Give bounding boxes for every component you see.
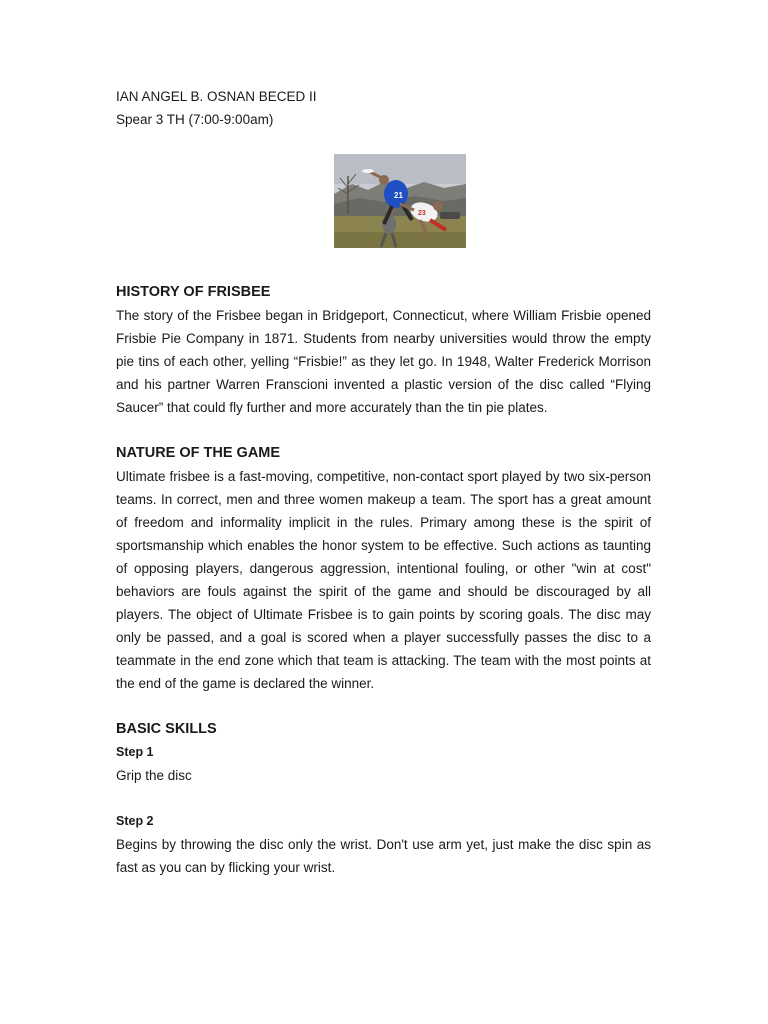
step-item bbox=[116, 741, 651, 787]
jersey-number-white: 23 bbox=[418, 210, 426, 217]
history-heading: HISTORY OF FRISBEE bbox=[116, 284, 271, 300]
history-paragraph: The story of the Frisbee began in Bridgeport, Connecticut, where William Frisbie opened Frisbie Pie Company in 1871. Students from nearby universities would throw the empty pie tins of each other, yelling “Frisbie!” as they let go. In 1948, Walter Frederick Morrison and his partner Warren Franscioni invented a plastic version of the disc called “Flying Saucer” that could fly further and more accurately than the tin pie plates. bbox=[116, 308, 651, 415]
step-item bbox=[116, 810, 651, 879]
author-name: IAN ANGEL B. OSNAN BECED II bbox=[116, 89, 317, 104]
frisbee-photo bbox=[334, 154, 466, 248]
document-page bbox=[116, 85, 651, 879]
nature-paragraph: Ultimate frisbee is a fast-moving, competitive, non-contact sport played by two six-person teams. In correct, men and three women makeup a team. The sport has a great amount of freedom and informality implicit in the rules. Primary among these is the spirit of sportsmanship which enables the honor system to be effective. Such actions as taunting of opposing players, dangerous aggression, intentional fouling, or other "win at cost" behaviors are fouls against the spirit of the game and should be discouraged by all players. The object of Ultimate Frisbee is to gain points by scoring goals. The disc may only be passed, and a goal is scored when a player successfully passes the disc to a teammate in the end zone which that team is attacking. The team with the most points at the end of the game is declared the winner. bbox=[116, 469, 651, 691]
class-schedule: Spear 3 TH (7:00-9:00am) bbox=[116, 112, 274, 127]
step-label: Step 2 bbox=[116, 814, 154, 828]
frisbee-photo-illustration bbox=[334, 154, 466, 248]
author-block bbox=[116, 85, 651, 131]
jersey-number-blue: 21 bbox=[394, 191, 403, 200]
step-label: Step 1 bbox=[116, 745, 154, 759]
skills-heading: BASIC SKILLS bbox=[116, 721, 217, 737]
nature-heading: NATURE OF THE GAME bbox=[116, 445, 281, 461]
step-text: Grip the disc bbox=[116, 768, 192, 783]
step-text: Begins by throwing the disc only the wrist. Don't use arm yet, just make the disc spin as fast as you can by flicking your wrist. bbox=[116, 837, 651, 875]
